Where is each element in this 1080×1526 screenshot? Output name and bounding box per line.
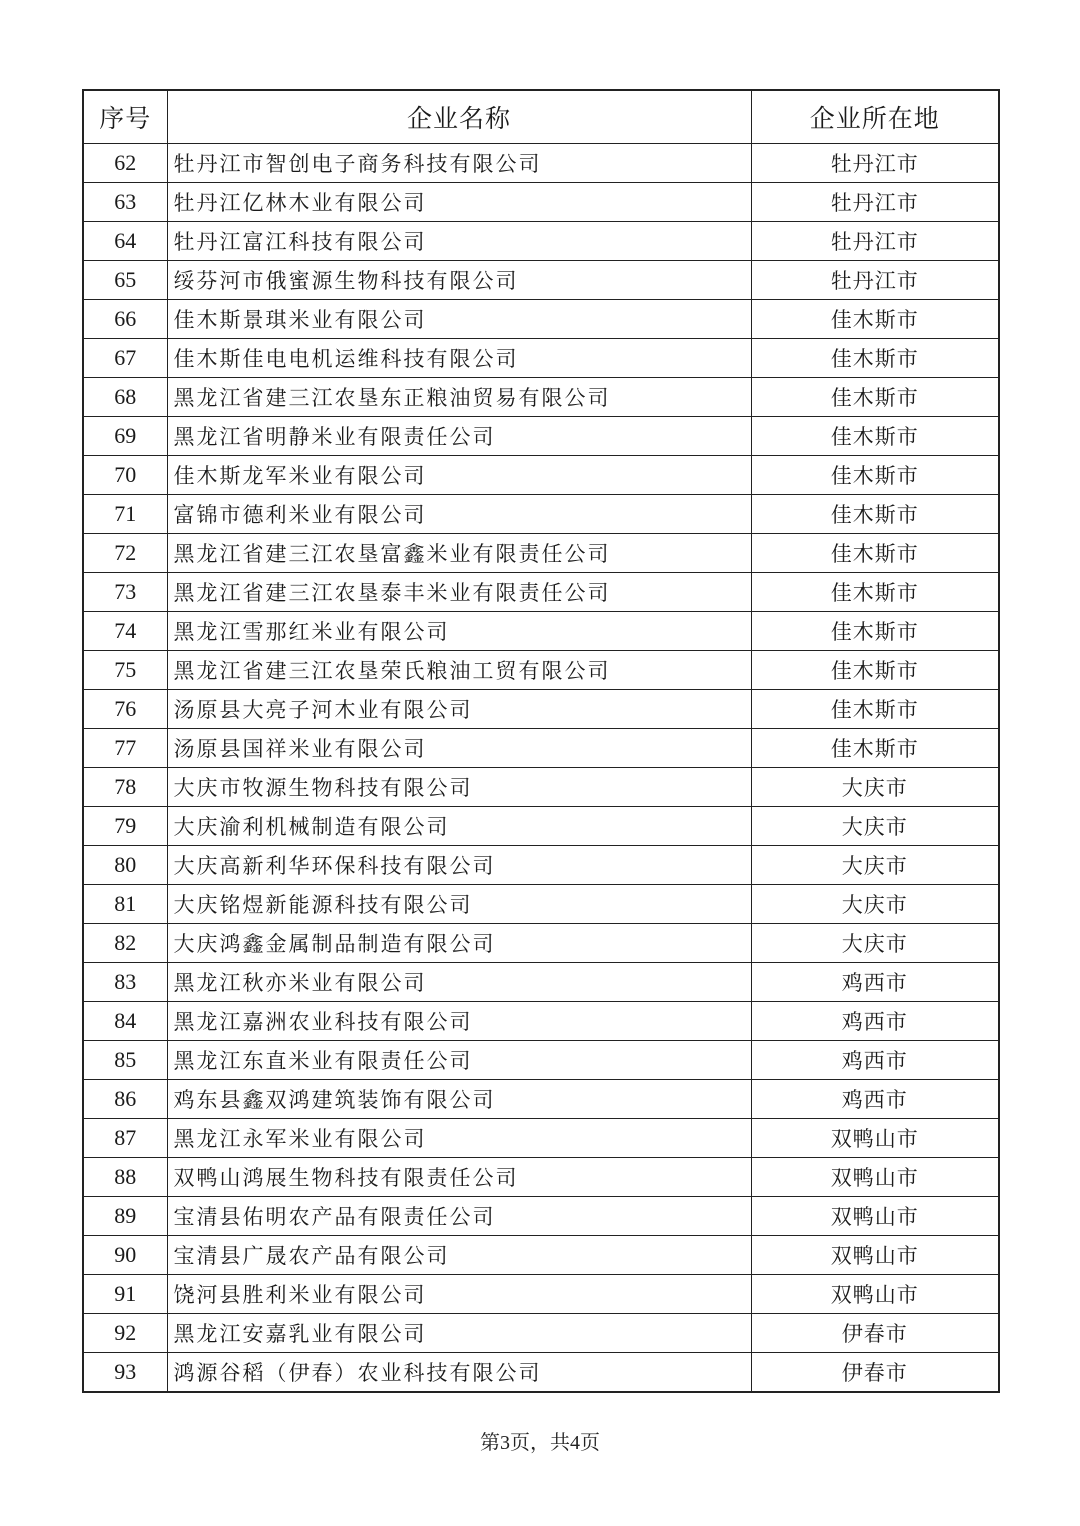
row-company-name: 黑龙江省建三江农垦荣氏粮油工贸有限公司: [167, 651, 751, 690]
row-company-name: 黑龙江省建三江农垦富鑫米业有限责任公司: [167, 534, 751, 573]
row-company-location: 佳木斯市: [751, 456, 999, 495]
row-company-name: 汤原县国祥米业有限公司: [167, 729, 751, 768]
row-serial-number: 91: [83, 1275, 167, 1314]
row-serial-number: 63: [83, 183, 167, 222]
table-row: [83, 846, 999, 885]
row-serial-number: 84: [83, 1002, 167, 1041]
table-row: [83, 729, 999, 768]
header-company-location: 企业所在地: [751, 90, 999, 144]
row-serial-number: 79: [83, 807, 167, 846]
table-row: [83, 183, 999, 222]
row-company-location: 双鸭山市: [751, 1119, 999, 1158]
row-serial-number: 92: [83, 1314, 167, 1353]
row-serial-number: 80: [83, 846, 167, 885]
row-company-name: 黑龙江嘉洲农业科技有限公司: [167, 1002, 751, 1041]
table-row: [83, 1158, 999, 1197]
table-row: [83, 1236, 999, 1275]
row-company-name: 大庆铭煜新能源科技有限公司: [167, 885, 751, 924]
row-serial-number: 64: [83, 222, 167, 261]
row-serial-number: 78: [83, 768, 167, 807]
row-company-name: 双鸭山鸿展生物科技有限责任公司: [167, 1158, 751, 1197]
row-company-location: 鸡西市: [751, 1080, 999, 1119]
table-header-row: [83, 90, 999, 144]
row-company-location: 伊春市: [751, 1314, 999, 1353]
row-serial-number: 70: [83, 456, 167, 495]
header-serial-number: 序号: [83, 90, 167, 144]
table-row: [83, 378, 999, 417]
table-row: [83, 573, 999, 612]
row-company-name: 大庆渝利机械制造有限公司: [167, 807, 751, 846]
table-row: [83, 144, 999, 183]
table-row: [83, 651, 999, 690]
row-company-location: 佳木斯市: [751, 378, 999, 417]
row-serial-number: 67: [83, 339, 167, 378]
row-company-name: 鸡东县鑫双鸿建筑装饰有限公司: [167, 1080, 751, 1119]
row-serial-number: 90: [83, 1236, 167, 1275]
row-company-location: 大庆市: [751, 768, 999, 807]
row-serial-number: 69: [83, 417, 167, 456]
company-list-sheet: [82, 89, 998, 1393]
row-company-name: 黑龙江省明静米业有限责任公司: [167, 417, 751, 456]
row-company-name: 佳木斯佳电电机运维科技有限公司: [167, 339, 751, 378]
table-row: [83, 963, 999, 1002]
row-serial-number: 83: [83, 963, 167, 1002]
row-company-location: 佳木斯市: [751, 300, 999, 339]
row-company-name: 黑龙江东直米业有限责任公司: [167, 1041, 751, 1080]
row-company-location: 鸡西市: [751, 963, 999, 1002]
table-row: [83, 1275, 999, 1314]
row-company-name: 鸿源谷稻（伊春）农业科技有限公司: [167, 1353, 751, 1393]
row-company-location: 佳木斯市: [751, 651, 999, 690]
row-company-name: 黑龙江省建三江农垦东正粮油贸易有限公司: [167, 378, 751, 417]
row-company-location: 双鸭山市: [751, 1236, 999, 1275]
row-company-name: 绥芬河市俄蜜源生物科技有限公司: [167, 261, 751, 300]
row-company-name: 大庆鸿鑫金属制品制造有限公司: [167, 924, 751, 963]
row-company-location: 牡丹江市: [751, 183, 999, 222]
row-company-name: 黑龙江省建三江农垦泰丰米业有限责任公司: [167, 573, 751, 612]
row-company-name: 黑龙江安嘉乳业有限公司: [167, 1314, 751, 1353]
row-company-location: 佳木斯市: [751, 339, 999, 378]
row-serial-number: 82: [83, 924, 167, 963]
row-company-name: 黑龙江秋亦米业有限公司: [167, 963, 751, 1002]
table-row: [83, 534, 999, 573]
row-serial-number: 81: [83, 885, 167, 924]
table-row: [83, 300, 999, 339]
row-serial-number: 72: [83, 534, 167, 573]
row-company-location: 鸡西市: [751, 1002, 999, 1041]
header-company-name: 企业名称: [167, 90, 751, 144]
row-serial-number: 86: [83, 1080, 167, 1119]
row-serial-number: 76: [83, 690, 167, 729]
table-row: [83, 456, 999, 495]
table-row: [83, 1080, 999, 1119]
row-serial-number: 77: [83, 729, 167, 768]
row-serial-number: 62: [83, 144, 167, 183]
row-serial-number: 65: [83, 261, 167, 300]
row-serial-number: 93: [83, 1353, 167, 1393]
row-company-name: 黑龙江永军米业有限公司: [167, 1119, 751, 1158]
row-company-location: 双鸭山市: [751, 1275, 999, 1314]
row-company-name: 牡丹江亿林木业有限公司: [167, 183, 751, 222]
row-serial-number: 88: [83, 1158, 167, 1197]
row-company-location: 牡丹江市: [751, 144, 999, 183]
table-row: [83, 885, 999, 924]
row-company-location: 大庆市: [751, 807, 999, 846]
row-company-name: 大庆高新利华环保科技有限公司: [167, 846, 751, 885]
table-row: [83, 807, 999, 846]
row-company-location: 鸡西市: [751, 1041, 999, 1080]
row-company-location: 佳木斯市: [751, 495, 999, 534]
row-serial-number: 68: [83, 378, 167, 417]
row-company-name: 牡丹江富江科技有限公司: [167, 222, 751, 261]
row-serial-number: 87: [83, 1119, 167, 1158]
row-company-name: 佳木斯龙军米业有限公司: [167, 456, 751, 495]
row-company-location: 牡丹江市: [751, 261, 999, 300]
table-row: [83, 339, 999, 378]
row-company-name: 宝清县佑明农产品有限责任公司: [167, 1197, 751, 1236]
table-row: [83, 1353, 999, 1393]
row-serial-number: 89: [83, 1197, 167, 1236]
table-header: [83, 90, 999, 144]
row-serial-number: 74: [83, 612, 167, 651]
row-company-location: 大庆市: [751, 885, 999, 924]
row-serial-number: 71: [83, 495, 167, 534]
table-row: [83, 690, 999, 729]
row-company-name: 大庆市牧源生物科技有限公司: [167, 768, 751, 807]
row-company-name: 汤原县大亮子河木业有限公司: [167, 690, 751, 729]
page-footer: 第3页，共4页: [480, 1432, 600, 1454]
table-row: [83, 1314, 999, 1353]
table-row: [83, 1197, 999, 1236]
row-company-location: 佳木斯市: [751, 690, 999, 729]
row-company-location: 佳木斯市: [751, 573, 999, 612]
table-row: [83, 924, 999, 963]
row-company-location: 双鸭山市: [751, 1158, 999, 1197]
table-row: [83, 1002, 999, 1041]
row-company-location: 佳木斯市: [751, 417, 999, 456]
row-serial-number: 85: [83, 1041, 167, 1080]
table-row: [83, 222, 999, 261]
table-row: [83, 417, 999, 456]
row-company-location: 佳木斯市: [751, 729, 999, 768]
row-serial-number: 66: [83, 300, 167, 339]
row-company-location: 伊春市: [751, 1353, 999, 1393]
row-company-name: 富锦市德利米业有限公司: [167, 495, 751, 534]
table-row: [83, 768, 999, 807]
table-row: [83, 495, 999, 534]
row-company-location: 牡丹江市: [751, 222, 999, 261]
company-table: [82, 89, 1000, 1393]
row-company-name: 宝清县广晟农产品有限公司: [167, 1236, 751, 1275]
row-company-name: 黑龙江雪那红米业有限公司: [167, 612, 751, 651]
table-row: [83, 1119, 999, 1158]
table-row: [83, 261, 999, 300]
row-company-name: 饶河县胜利米业有限公司: [167, 1275, 751, 1314]
row-company-location: 大庆市: [751, 846, 999, 885]
row-company-name: 牡丹江市智创电子商务科技有限公司: [167, 144, 751, 183]
table-row: [83, 612, 999, 651]
row-company-location: 大庆市: [751, 924, 999, 963]
row-company-location: 佳木斯市: [751, 612, 999, 651]
row-company-location: 双鸭山市: [751, 1197, 999, 1236]
table-body: [83, 144, 999, 1393]
row-company-location: 佳木斯市: [751, 534, 999, 573]
row-serial-number: 73: [83, 573, 167, 612]
row-company-name: 佳木斯景琪米业有限公司: [167, 300, 751, 339]
row-serial-number: 75: [83, 651, 167, 690]
table-row: [83, 1041, 999, 1080]
